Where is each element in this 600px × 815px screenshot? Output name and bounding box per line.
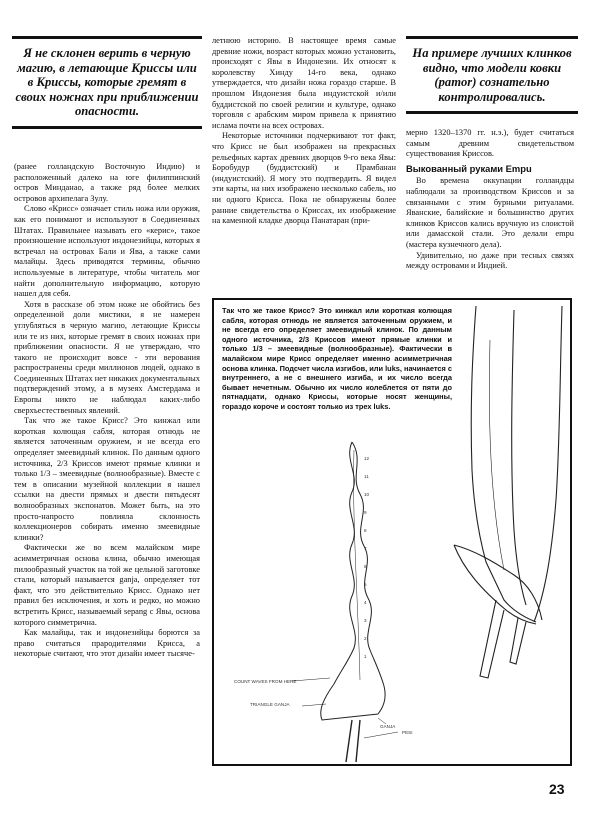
wave-number: 2 [364,636,367,641]
paragraph: Удивительно, но даже при тесных связях между островами и Индией. [406,250,574,271]
paragraph: мерно 1320–1370 гг. н.э.), будет считаться самым древним свидетельством существования Криссов. [406,128,574,159]
wavy-kris-drawing [292,442,398,762]
wave-number: 6 [364,564,367,569]
paragraph: Как малайцы, так и индонезийцы борются за право считаться прародителями Крисса, а некоторые считают, что этот дизайн имеет тысяче- [14,628,200,659]
paragraph: Слово «Крисс» означает стиль ножа или оружия, как его понимают и используют в Соединенных Штатах. Правильнее называть его «керис», такое произношение используют индонезийцы, которых я встречал на островах Бали и Ява, а также сами малайцы. Здесь приводятся термины, обычно используемые в литературе, чтобы читатель мог найти дополнительную информацию, которую нашел для себя. [14,204,200,299]
wave-number: 8 [364,528,367,533]
wave-number: 10 [364,492,370,497]
wave-number: 5 [364,582,367,587]
section-subheading: Выкованный руками Empu [406,162,532,174]
paragraph: Хотя в рассказе об этом ноже не обойтись без определенной доли мистики, я не намерен углубляться в черную магию, летающие Криссы или те из них, которые гремят в своих ножнах при приближении опасности. Я не утверждаю, что такого не происходит вовсе - эти верования распространены среди миллионов людей, однако в Соединенных Штатах нет никаких документальных подтверждений этому, а в музеях Амстердама и Европы никто не наблюдал каких-либо сверхъестественных явлений. [14,299,200,415]
article-column-3 [406,128,574,272]
wave-number: 7 [364,546,367,551]
kris-sketch [214,300,572,766]
figure-caption: Так что же такое Крисс? Это кинжал или короткая колющая сабля, которая отнюдь не является заточенным оружием, и не всегда его определяет змеевидный клинок. По данным одного источника, 2/3 Криссов имеют прямые клинки и только 1/3 – змеевидные (волнообразные). Фактически в малайском мире Крисс определяет именно асимметричная основа клинка. Подсчет числа изгибов, или luks, начинается с внутреннего, а не с внешнего изгиба, и их число всегда бывает нечетным. Обычно их число колеблется от пяти до пятнадцати, однако Криссы, которые носят женщины, гораздо короче и состоят только из трех luks. [222,306,452,411]
wave-number: 1 [364,654,367,659]
label-triangle-ganja: TRIANGLE GANJA [250,702,290,707]
paragraph: Некоторые источники подчеркивают тот факт, что Крисс не был изображен на прекрасных рельефных картах древних дворцов 9-го века Явы: Боробудур (буддистский) и Прамбанан (индуистский). Я могу это подтвердить. Я видел эти карты, на них изображено несколько сабель, но ни одного Крисса. Пока не обнаружены более ранние свидетельства о Криссах, их изображение на каменной кладке дворца Панатаран (при- [212,131,396,226]
wave-number: 11 [364,474,369,479]
wave-number: 3 [364,618,367,623]
label-count-waves: COUNT WAVES FROM HERE [234,679,297,684]
article-column-1 [14,162,200,660]
paragraph: Во времена оккупации голландцы наблюдали за производством Криссов и за связанными с этим бурными ритуалами. Яванские, балийские и большинство других клинков Криссов кались вручную из слоистой или дамасской стали. Это делали empu (мастера кузнечного дела). [406,176,574,249]
pull-quote-left: Я не склонен верить в черную магию, в летающие Криссы или в Криссы, которые гремят в своих ножнах при приближении опасности. [12,36,202,129]
label-pesi: PESI [402,730,413,735]
paragraph: летнюю историю. В настоящее время самые древние ножи, возраст которых можно установить, происходят с Явы в Индонезии. Их относят к королевству Хинду 14-го века, однако утверждается, что дизайн ножа гораздо старше. В прошлом Индонезия была индуистской и/или буддистской по своей религии и культуре, однако торговля с арабским миром привела к принятию ислама почти на всех островах. [212,36,396,130]
straight-kris-drawing [454,306,562,678]
label-ganja: GANJA [380,724,396,729]
article-column-2 [212,36,396,227]
wave-number: 4 [364,600,367,605]
wave-number: 9 [364,510,367,515]
pull-quote-right: На примере лучших клинков видно, что модели ковки (pamor) сознательно контролировались. [406,36,578,114]
paragraph: Так что же такое Крисс? Это кинжал или короткая колющая сабля, которая отнюдь не является заточенным оружием, и не всегда его определяет змеевидный клинок. По данным одного источника, 2/3 Криссов имеют прямые клинки и только 1/3 – змеевидные (волнообразные). Вместе с тем в описании музейной коллекции я нашел ссылки на двести прямых и двести пятьдесят волнообразных экспонатов. Может быть, на это просто-напросто повлияла склонность коллекционеров собирать именно змеевидные клинки? [14,416,200,542]
paragraph: (ранее голландскую Восточную Индию) и расположенный далеко на юге филиппинский остров Минданао, а также ряд более мелких островов архипелага Зулу. [14,162,200,203]
page-number: 23 [549,781,565,797]
paragraph: Фактически же во всем малайском мире асимметричная основа клина, обычно имеющая пилообразный участок на той же цельной заготовке стали, который называется ganja, определяет тот факт, что это действительно Крисс. Однако нет правил без исключения, и хоть и редко, но можно встретить Крисс, называемый sepang с Явы, основа которого симметрична. [14,543,200,627]
figure-frame [212,298,572,766]
wave-number: 12 [364,456,370,461]
